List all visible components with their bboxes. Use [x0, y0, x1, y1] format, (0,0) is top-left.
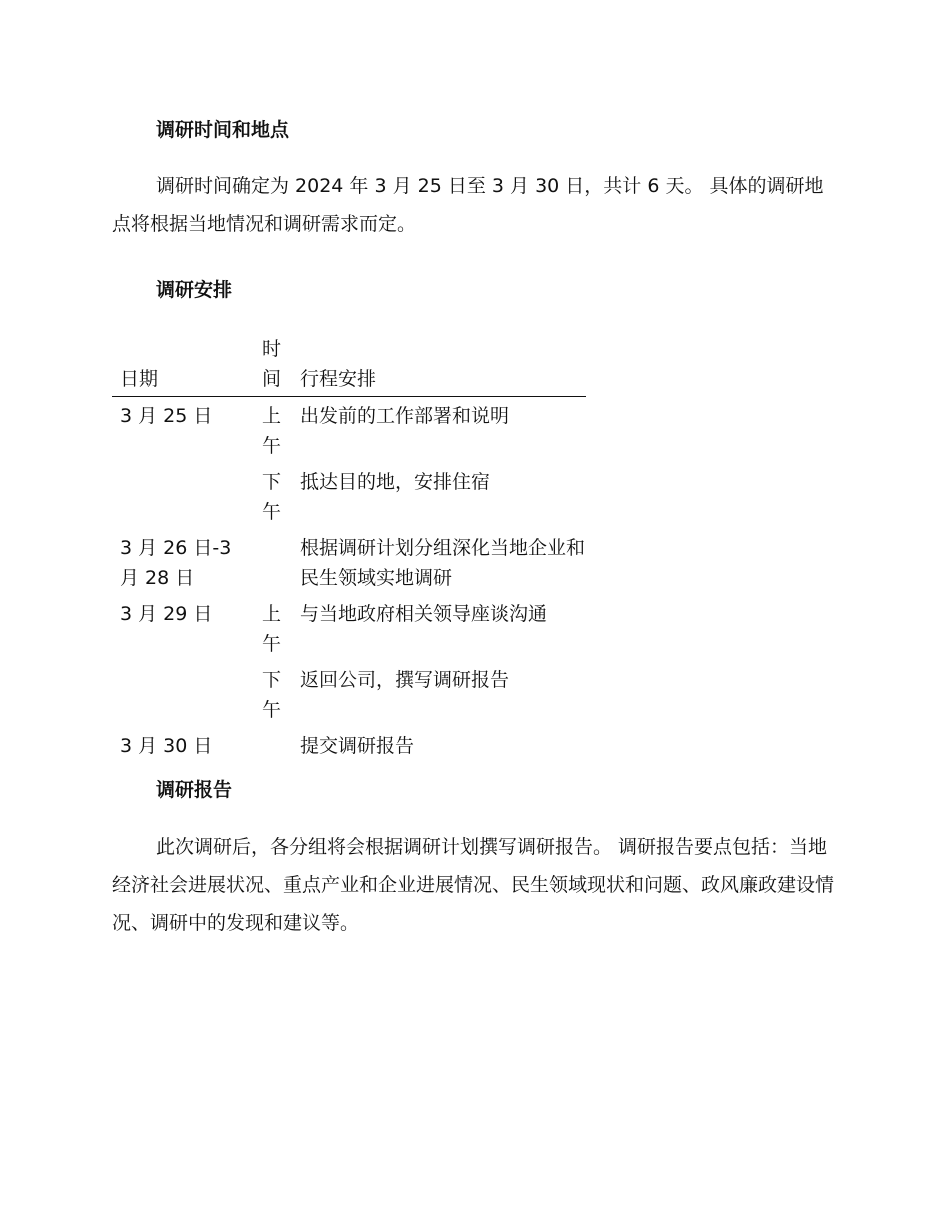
cell-time	[250, 661, 300, 727]
column-header-time-label: 时间	[262, 338, 282, 390]
table-row	[112, 463, 586, 529]
cell-time-label: 下午	[262, 669, 282, 721]
cell-time	[250, 727, 300, 763]
cell-plan: 出发前的工作部署和说明	[300, 405, 510, 427]
cell-date: 3 月 29 日	[120, 603, 213, 625]
cell-date: 3 月 26 日-3 月 28 日	[120, 537, 232, 589]
table-row	[112, 529, 586, 595]
column-header-date: 日期	[112, 334, 250, 397]
cell-date	[112, 463, 250, 529]
column-header-plan: 行程安排	[300, 334, 586, 397]
section-heading-time-place: 调研时间和地点	[156, 119, 290, 141]
time-place-paragraph: 调研时间确定为 2024 年 3 月 25 日至 3 月 30 日，共计 6 天。 具体的调研地点将根据当地情况和调研需求而定。	[112, 175, 824, 235]
schedule-table	[112, 334, 586, 763]
cell-date	[112, 661, 250, 727]
cell-date: 3 月 25 日	[120, 405, 213, 427]
cell-time-label: 上午	[262, 405, 282, 457]
cell-plan: 与当地政府相关领导座谈沟通	[300, 603, 548, 625]
section-heading-schedule: 调研安排	[156, 279, 233, 301]
cell-time-label: 下午	[262, 471, 282, 523]
cell-plan: 提交调研报告	[300, 735, 415, 757]
report-paragraph: 此次调研后，各分组将会根据调研计划撰写调研报告。 调研报告要点包括：当地经济社会进展状况、重点产业和企业进展情况、民生领域现状和问题、政风廉政建设情况、调研中的发现和建议等。	[112, 836, 835, 934]
table-row	[112, 595, 586, 661]
cell-plan: 抵达目的地，安排住宿	[300, 471, 491, 493]
cell-time	[250, 529, 300, 595]
table-row	[112, 397, 586, 464]
cell-time	[250, 463, 300, 529]
section-heading-report: 调研报告	[156, 779, 233, 801]
schedule-header-row	[112, 334, 586, 397]
column-header-time	[250, 334, 300, 397]
cell-plan: 返回公司，撰写调研报告	[300, 669, 510, 691]
cell-time	[250, 397, 300, 464]
cell-plan: 根据调研计划分组深化当地企业和民生领域实地调研	[300, 537, 586, 589]
table-row	[112, 727, 586, 763]
cell-time-label: 上午	[262, 603, 282, 655]
cell-date: 3 月 30 日	[120, 735, 213, 757]
table-row	[112, 661, 586, 727]
cell-time	[250, 595, 300, 661]
